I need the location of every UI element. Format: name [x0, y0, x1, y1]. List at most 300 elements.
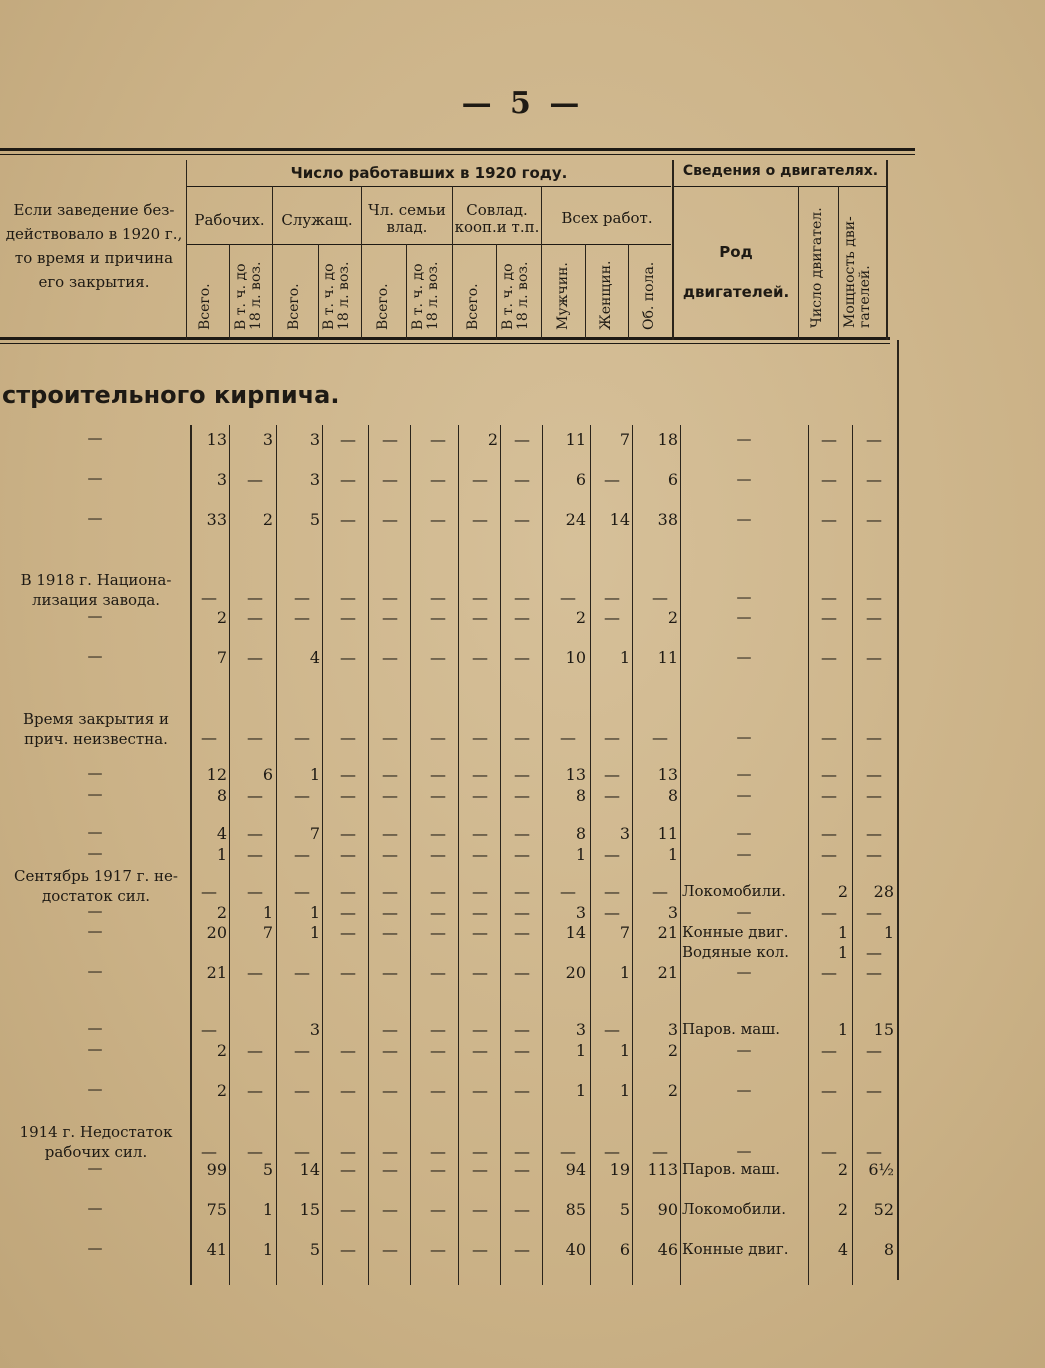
row-value: 11	[657, 648, 678, 667]
row-value: 3	[216, 470, 227, 489]
header-bottom-rule-thin	[0, 343, 890, 344]
row-engine-type: Локомобили.	[682, 882, 786, 900]
row-reason: —	[87, 1239, 103, 1257]
row-reason: —	[87, 1080, 103, 1098]
row-engine-count: —	[821, 608, 837, 627]
row-reason: —	[87, 509, 103, 527]
row-engine-count: —	[821, 845, 837, 864]
row-value: —	[472, 845, 488, 864]
row-value: —	[472, 1200, 488, 1219]
row-reason: —	[87, 844, 103, 862]
row-value: —	[340, 588, 356, 607]
row-value: —	[382, 648, 398, 667]
row-value: —	[604, 470, 620, 489]
sub-family-minor: В т. ч. до 18 л. воз.	[410, 261, 441, 330]
row-value: —	[472, 510, 488, 529]
row-value: —	[652, 882, 668, 901]
row-reason: —	[87, 1199, 103, 1217]
row-value: —	[430, 728, 446, 747]
row-value: 3	[667, 903, 678, 922]
row-value: —	[604, 1020, 620, 1039]
body-vline	[229, 425, 230, 1285]
row-value: —	[430, 1020, 446, 1039]
row-value: —	[472, 1041, 488, 1060]
row-engine-count: —	[821, 1142, 837, 1161]
row-value: —	[652, 1142, 668, 1161]
header-engine-type: Род двигателей.	[682, 243, 790, 301]
row-value: 3	[309, 470, 320, 489]
row-value: 3	[575, 903, 586, 922]
row-value: —	[382, 1020, 398, 1039]
row-value: —	[340, 1041, 356, 1060]
header-coop: Совлад. кооп.и т.п.	[454, 201, 540, 236]
row-value: —	[472, 608, 488, 627]
row-value: 40	[565, 1240, 586, 1259]
row-engine-power: 28	[873, 882, 894, 901]
row-value: —	[514, 608, 530, 627]
row-value: 5	[619, 1200, 630, 1219]
row-value: 3	[575, 1020, 586, 1039]
row-value: —	[604, 588, 620, 607]
row-value: —	[382, 588, 398, 607]
sub-coop-minor: В т. ч. до 18 л. воз.	[500, 261, 531, 330]
row-value: —	[430, 510, 446, 529]
row-value: 46	[657, 1240, 678, 1259]
row-value: —	[604, 608, 620, 627]
row-value: 6	[667, 470, 678, 489]
header-vline	[272, 186, 273, 340]
row-value: 4	[216, 824, 227, 843]
header-vline	[798, 186, 799, 340]
row-value: —	[382, 786, 398, 805]
row-value: —	[604, 845, 620, 864]
sub-men: Мужчин.	[555, 262, 571, 330]
row-value: 1	[619, 648, 630, 667]
row-engine-type: Водяные кол.	[682, 943, 790, 961]
row-value: —	[430, 1240, 446, 1259]
row-engine-type: —	[736, 824, 752, 842]
row-value: 3	[619, 824, 630, 843]
row-value: 18	[657, 430, 678, 449]
row-value: 12	[206, 765, 227, 784]
row-value: —	[382, 1142, 398, 1161]
body-vline	[458, 425, 459, 1285]
row-value: —	[430, 786, 446, 805]
row-engine-count: 1	[837, 923, 848, 942]
row-engine-count: —	[821, 903, 837, 922]
header-engine-count: Число двигател.	[809, 207, 825, 328]
row-value: —	[604, 1142, 620, 1161]
row-reason: Сентябрь 1917 г. не- достаток сил.	[14, 867, 178, 905]
row-value: —	[247, 608, 263, 627]
header-vline	[186, 160, 187, 340]
row-value: 13	[657, 765, 678, 784]
row-engine-power: —	[866, 648, 882, 667]
row-reason: —	[87, 962, 103, 980]
row-value: 15	[299, 1200, 320, 1219]
row-value: —	[247, 882, 263, 901]
row-value: —	[247, 728, 263, 747]
row-value: —	[340, 1081, 356, 1100]
row-value: 94	[565, 1160, 586, 1179]
row-engine-power: 6½	[868, 1160, 894, 1179]
header-vline	[838, 186, 839, 340]
row-value: —	[514, 765, 530, 784]
row-engine-count: —	[821, 786, 837, 805]
row-value: —	[604, 786, 620, 805]
row-value: 2	[216, 903, 227, 922]
row-value: —	[514, 510, 530, 529]
row-engine-count: 2	[837, 1200, 848, 1219]
row-value: 1	[262, 903, 273, 922]
row-value: 113	[647, 1160, 678, 1179]
sub-workers-total: Всего.	[197, 283, 213, 330]
row-value: 90	[657, 1200, 678, 1219]
row-value: 11	[657, 824, 678, 843]
row-value: —	[382, 765, 398, 784]
body-vline	[808, 425, 809, 1285]
engine-group-underline	[673, 186, 888, 187]
row-value: 8	[667, 786, 678, 805]
row-value: —	[604, 903, 620, 922]
row-engine-count: 2	[837, 1160, 848, 1179]
body-vline	[368, 425, 369, 1285]
row-value: —	[247, 845, 263, 864]
row-value: —	[247, 648, 263, 667]
row-value: —	[294, 1041, 310, 1060]
row-value: —	[340, 923, 356, 942]
row-value: —	[514, 588, 530, 607]
row-engine-power: —	[866, 963, 882, 982]
row-value: 38	[657, 510, 678, 529]
row-value: —	[247, 1142, 263, 1161]
row-value: —	[514, 963, 530, 982]
row-value: —	[382, 923, 398, 942]
row-value: —	[382, 1160, 398, 1179]
row-value: —	[430, 824, 446, 843]
row-reason: —	[87, 922, 103, 940]
row-value: —	[382, 824, 398, 843]
row-engine-type: —	[736, 1142, 752, 1160]
row-value: —	[514, 824, 530, 843]
row-value: 13	[206, 430, 227, 449]
row-value: —	[294, 1081, 310, 1100]
row-engine-power: —	[866, 608, 882, 627]
body-vline	[632, 425, 633, 1285]
row-value: —	[514, 845, 530, 864]
row-value: —	[472, 882, 488, 901]
row-value: —	[382, 510, 398, 529]
row-engine-count: 4	[837, 1240, 848, 1259]
row-value: 5	[262, 1160, 273, 1179]
row-value: —	[430, 882, 446, 901]
row-value: 14	[609, 510, 630, 529]
row-value: —	[430, 765, 446, 784]
row-reason: 1914 г. Недостаток рабочих сил.	[19, 1123, 173, 1161]
row-value: —	[340, 728, 356, 747]
row-engine-type: —	[736, 608, 752, 626]
row-value: 8	[575, 824, 586, 843]
sub-women: Женщин.	[598, 260, 614, 330]
row-engine-type: —	[736, 765, 752, 783]
row-value: —	[604, 765, 620, 784]
row-value: —	[514, 470, 530, 489]
row-engine-type: Конные двиг.	[682, 1240, 789, 1258]
row-value: —	[294, 1142, 310, 1161]
row-value: —	[340, 1240, 356, 1259]
row-value: —	[247, 963, 263, 982]
row-value: —	[472, 1020, 488, 1039]
header-all-workers: Всех работ.	[561, 209, 653, 227]
row-value: —	[514, 1020, 530, 1039]
row-engine-type: —	[736, 963, 752, 981]
row-value: 7	[309, 824, 320, 843]
row-engine-power: —	[866, 786, 882, 805]
row-value: 7	[619, 430, 630, 449]
row-engine-type: Паров. маш.	[682, 1020, 780, 1038]
row-value: —	[514, 728, 530, 747]
row-value: —	[472, 923, 488, 942]
row-value: —	[340, 1142, 356, 1161]
header-family: Чл. семьи влад.	[368, 201, 446, 236]
row-value: 8	[216, 786, 227, 805]
row-value: —	[472, 648, 488, 667]
row-value: 11	[565, 430, 586, 449]
row-value: —	[430, 1200, 446, 1219]
sub-family-total: Всего.	[375, 283, 391, 330]
row-value: —	[472, 903, 488, 922]
row-value: 2	[667, 608, 678, 627]
row-value: 14	[299, 1160, 320, 1179]
row-value: 1	[619, 963, 630, 982]
row-value: —	[514, 648, 530, 667]
row-value: 99	[206, 1160, 227, 1179]
sub-workers-minor: В т. ч. до 18 л. воз.	[233, 261, 264, 330]
row-value: 1	[619, 1041, 630, 1060]
row-value: 3	[309, 430, 320, 449]
row-value: —	[247, 824, 263, 843]
sub-staff-total: Всего.	[286, 283, 302, 330]
row-value: —	[472, 1081, 488, 1100]
row-value: 1	[309, 765, 320, 784]
row-value: —	[340, 786, 356, 805]
row-value: —	[382, 1081, 398, 1100]
body-vline	[590, 425, 591, 1285]
row-value: 8	[575, 786, 586, 805]
row-value: 1	[619, 1081, 630, 1100]
header-staff: Служащ.	[281, 211, 353, 229]
row-value: —	[340, 882, 356, 901]
row-reason: —	[87, 607, 103, 625]
body-vline	[276, 425, 277, 1285]
row-engine-power: —	[866, 824, 882, 843]
row-engine-power: —	[866, 510, 882, 529]
row-value: —	[604, 728, 620, 747]
row-value: —	[652, 728, 668, 747]
row-value: —	[514, 1142, 530, 1161]
row-value: —	[294, 608, 310, 627]
row-value: —	[382, 728, 398, 747]
row-value: —	[294, 845, 310, 864]
row-reason: —	[87, 647, 103, 665]
sub-coop-total: Всего.	[465, 283, 481, 330]
row-value: —	[560, 1142, 576, 1161]
row-value: —	[247, 470, 263, 489]
row-value: 10	[565, 648, 586, 667]
row-value: —	[430, 1142, 446, 1161]
row-engine-power: —	[866, 728, 882, 747]
sub-staff-minor: В т. ч. до 18 л. воз.	[321, 261, 352, 330]
row-value: 5	[309, 510, 320, 529]
category-underline	[187, 244, 671, 245]
row-engine-type: —	[736, 588, 752, 606]
row-value: —	[382, 903, 398, 922]
top-rule	[0, 148, 915, 151]
row-value: 1	[667, 845, 678, 864]
row-value: —	[430, 430, 446, 449]
row-value: 2	[216, 1081, 227, 1100]
row-value: —	[604, 882, 620, 901]
row-engine-count: —	[821, 470, 837, 489]
row-engine-power: —	[866, 470, 882, 489]
row-value: 2	[216, 608, 227, 627]
header-bottom-rule	[0, 337, 890, 340]
row-value: 1	[575, 845, 586, 864]
row-value: —	[340, 963, 356, 982]
header-group-1920: Число работавших в 1920 году.	[290, 164, 568, 182]
row-engine-power: 15	[873, 1020, 894, 1039]
row-value: —	[201, 1020, 217, 1039]
page-number: — 5 —	[461, 86, 584, 121]
row-engine-type: —	[736, 786, 752, 804]
row-engine-type: —	[736, 648, 752, 666]
row-engine-count: 2	[837, 882, 848, 901]
header-vline	[628, 244, 629, 340]
row-value: —	[430, 963, 446, 982]
row-engine-power: 1	[883, 923, 894, 942]
row-value: 7	[216, 648, 227, 667]
row-value: —	[430, 608, 446, 627]
row-value: —	[382, 845, 398, 864]
header-workers: Рабочих.	[194, 211, 265, 229]
row-value: —	[340, 470, 356, 489]
row-reason: —	[87, 823, 103, 841]
row-value: 4	[309, 648, 320, 667]
row-reason: —	[87, 902, 103, 920]
row-value: 2	[262, 510, 273, 529]
row-value: 3	[667, 1020, 678, 1039]
row-value: —	[560, 728, 576, 747]
row-value: —	[294, 588, 310, 607]
row-value: 2	[216, 1041, 227, 1060]
row-value: 7	[262, 923, 273, 942]
row-value: —	[340, 845, 356, 864]
header-vline	[585, 244, 586, 340]
header-vline	[886, 160, 888, 340]
row-value: —	[472, 1142, 488, 1161]
row-value: 1	[216, 845, 227, 864]
row-value: 24	[565, 510, 586, 529]
row-value: 2	[575, 608, 586, 627]
row-engine-type: —	[736, 903, 752, 921]
row-value: 19	[609, 1160, 630, 1179]
row-value: —	[201, 728, 217, 747]
row-value: 21	[657, 923, 678, 942]
row-value: 5	[309, 1240, 320, 1259]
row-value: —	[472, 1160, 488, 1179]
row-value: —	[340, 1160, 356, 1179]
row-value: 20	[565, 963, 586, 982]
row-value: 1	[575, 1081, 586, 1100]
row-engine-type: —	[736, 845, 752, 863]
row-value: 3	[309, 1020, 320, 1039]
row-engine-count: —	[821, 648, 837, 667]
row-reason: —	[87, 785, 103, 803]
header-vline	[496, 244, 497, 340]
row-engine-count: —	[821, 824, 837, 843]
row-engine-type: Конные двиг.	[682, 923, 789, 941]
row-engine-power: —	[866, 588, 882, 607]
row-engine-type: —	[736, 470, 752, 488]
row-engine-type: Локомобили.	[682, 1200, 786, 1218]
header-reason: Если заведение без- действовало в 1920 г., то время и причина его закрытия.	[5, 201, 183, 291]
row-value: —	[430, 1041, 446, 1060]
group-underline	[187, 186, 671, 187]
row-value: —	[340, 430, 356, 449]
row-value: —	[340, 1200, 356, 1219]
row-value: —	[340, 824, 356, 843]
row-value: —	[514, 903, 530, 922]
row-engine-type: —	[736, 728, 752, 746]
row-value: —	[560, 882, 576, 901]
row-value: —	[472, 765, 488, 784]
row-value: —	[430, 923, 446, 942]
row-value: —	[514, 1081, 530, 1100]
row-value: 21	[206, 963, 227, 982]
row-engine-power: 8	[883, 1240, 894, 1259]
header-engine-power: Мощность дви- гателей.	[842, 216, 873, 328]
row-value: 1	[309, 923, 320, 942]
row-value: —	[472, 1240, 488, 1259]
row-value: 6	[575, 470, 586, 489]
row-value: 1	[309, 903, 320, 922]
sub-both: Об. пола.	[641, 261, 657, 330]
row-engine-power: —	[866, 903, 882, 922]
body-vline	[852, 425, 853, 1285]
row-value: —	[382, 608, 398, 627]
header-vline	[318, 244, 319, 340]
row-value: —	[201, 588, 217, 607]
row-value: 1	[262, 1200, 273, 1219]
row-value: —	[382, 882, 398, 901]
row-value: —	[430, 470, 446, 489]
body-vline	[322, 425, 323, 1285]
row-value: 75	[206, 1200, 227, 1219]
row-value: —	[430, 903, 446, 922]
row-engine-count: 1	[837, 943, 848, 962]
row-value: —	[514, 1041, 530, 1060]
body-vline	[500, 425, 501, 1285]
row-engine-power: —	[866, 845, 882, 864]
row-value: 33	[206, 510, 227, 529]
row-value: —	[340, 765, 356, 784]
row-value: 21	[657, 963, 678, 982]
row-engine-power: —	[866, 1142, 882, 1161]
row-engine-type: —	[736, 1041, 752, 1059]
row-value: —	[472, 824, 488, 843]
row-value: —	[514, 1160, 530, 1179]
row-value: —	[514, 1200, 530, 1219]
